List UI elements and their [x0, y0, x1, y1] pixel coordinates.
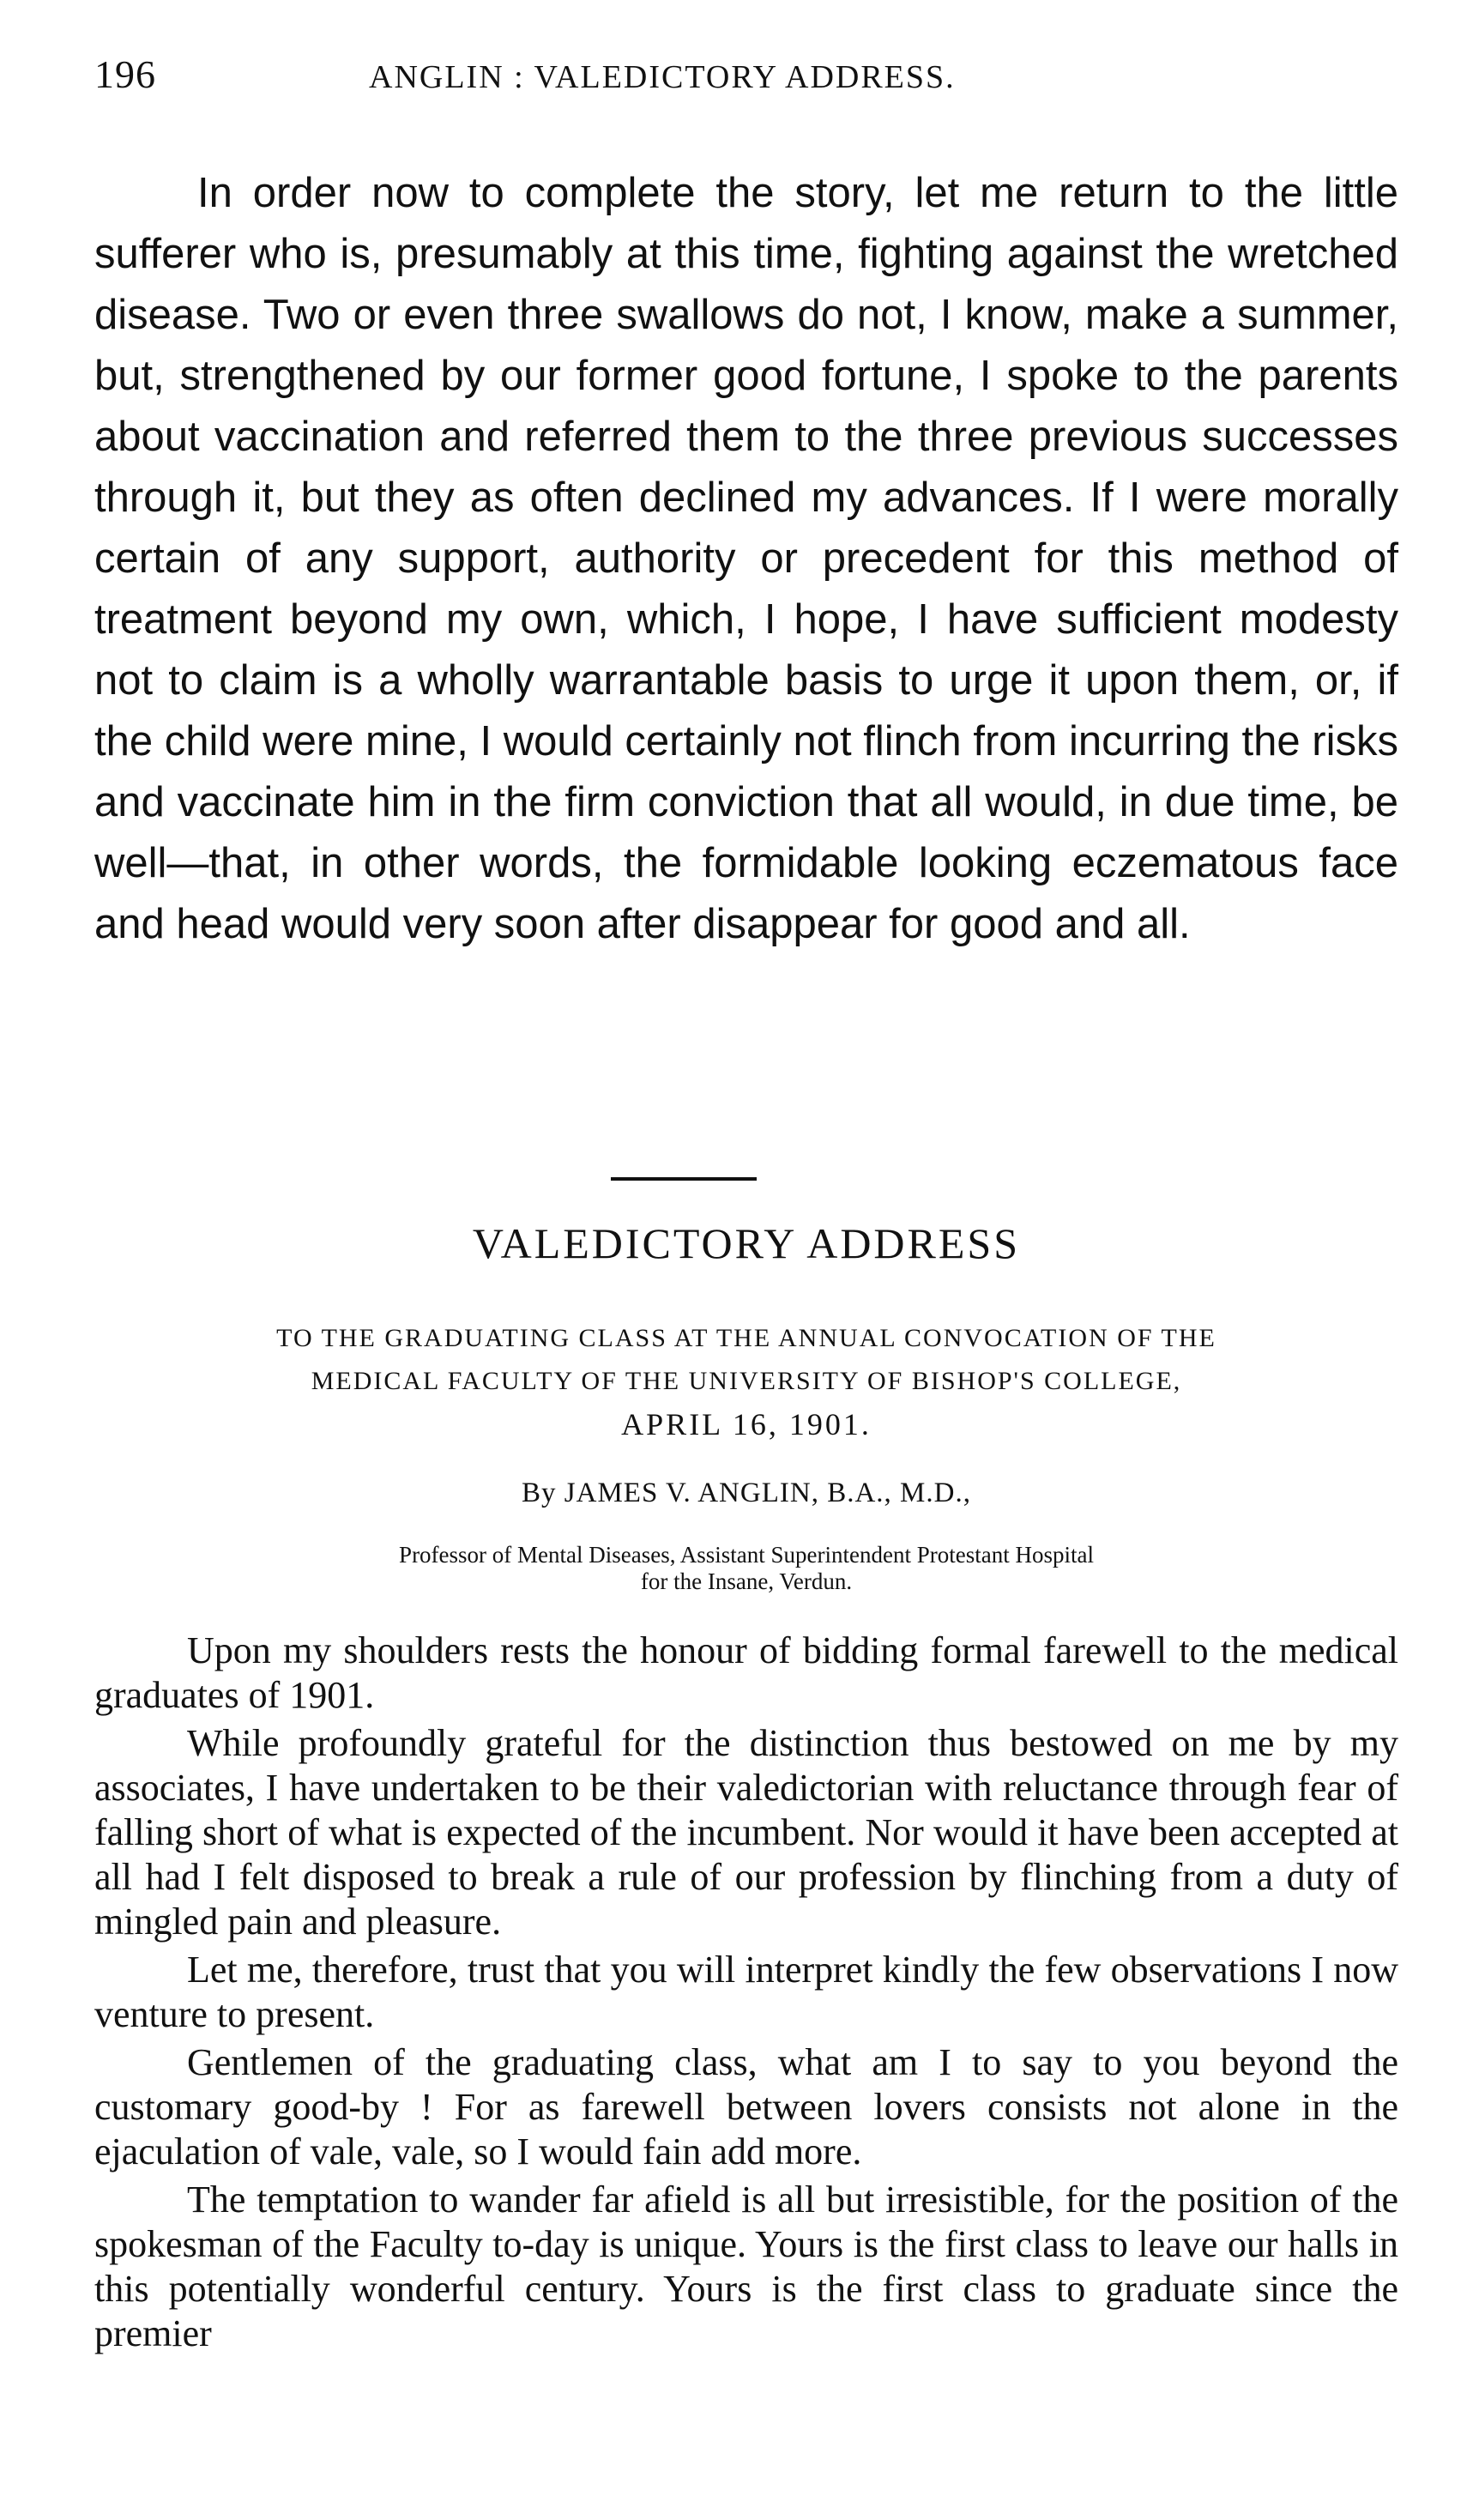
affiliation-line: for the Insane, Verdun. [640, 1568, 853, 1594]
author-byline: By JAMES V. ANGLIN, B.A., M.D., [522, 1478, 971, 1508]
page-number: 196 [94, 52, 156, 96]
body-paragraph: Gentlemen of the graduating class, what am I to say to you beyond the customary good-by ! For as farewell between lovers consists not alone in the ejaculation of vale, vale, so I would fain add more. [94, 2041, 1398, 2173]
occasion-line: TO THE GRADUATING CLASS AT THE ANNUAL CONVOCATION OF THE [276, 1324, 1216, 1352]
body-paragraph: The temptation to wander far afield is all but irresistible, for the position of the spokesman of the Faculty to-day is unique. Yours is the first class to leave our halls in this potentially wonderful century. Yours is the first class to graduate since the premier [94, 2179, 1398, 2354]
previous-article-text [94, 163, 1398, 955]
section-divider [611, 1177, 757, 1181]
article-occasion [94, 1317, 1398, 1446]
body-paragraph: Let me, therefore, trust that you will interpret kindly the few observations I now venture to present. [94, 1949, 1398, 2035]
occasion-line: MEDICAL FACULTY OF THE UNIVERSITY OF BISHOP'S COLLEGE, [311, 1367, 1182, 1395]
author-affiliation [94, 1542, 1398, 1595]
article-title: VALEDICTORY ADDRESS [472, 1219, 1021, 1267]
article-body [94, 1629, 1398, 2356]
occasion-date: APRIL 16, 1901. [621, 1407, 872, 1441]
affiliation-line: Professor of Mental Diseases, Assistant Superintendent Protestant Hospital [399, 1542, 1094, 1568]
previous-article-paragraph: In order now to complete the story, let me return to the little sufferer who is, presumably at this time, fighting against the wretched disease. Two or even three swallows do not, I know, make a summer, but, strengthened by our former good fortune, I spoke to the parents about vaccination and referred them to the three previous successes through it, but they as often declined my advances. If I were morally certain of any support, authority or precedent for this method of treatment beyond my own, which, I hope, I have sufficient modesty not to claim is a wholly warrantable basis to urge it upon them, or, if the child were mine, I would certainly not flinch from incurring the risks and vaccinate him in the firm conviction that all would, in due time, be well—that, in other words, the formidable looking eczematous face and head would very soon after disappear for good and all. [94, 170, 1398, 947]
running-title: ANGLIN : VALEDICTORY ADDRESS. [369, 59, 956, 95]
body-paragraph: While profoundly grateful for the distinction thus bestowed on me by my associates, I have undertaken to be their valedictorian with reluctance through fear of falling short of what is expected of the incumbent. Nor would it have been accepted at all had I felt disposed to break a rule of our profession by flinching from a duty of mingled pain and pleasure. [94, 1722, 1398, 1943]
running-head [94, 51, 1398, 120]
body-paragraph: Upon my shoulders rests the honour of bidding formal farewell to the medical graduates of 1901. [94, 1629, 1398, 1716]
